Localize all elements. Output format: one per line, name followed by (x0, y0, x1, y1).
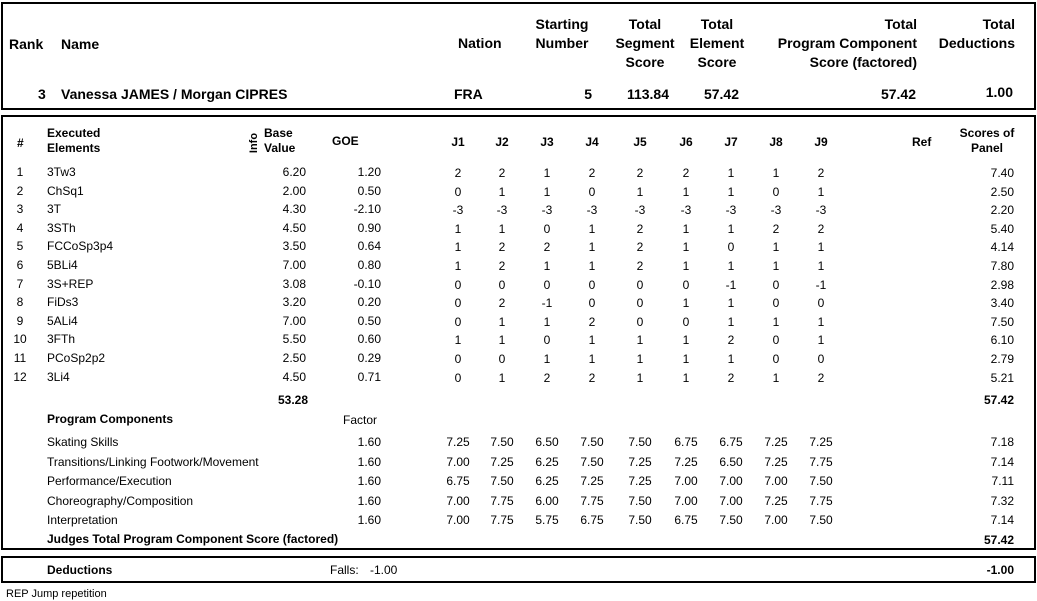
element-judge-6: 1 (682, 333, 690, 348)
element-judge-8: 1 (772, 370, 780, 385)
element-judge-6: 1 (682, 370, 690, 385)
element-judge-1: 0 (454, 296, 462, 311)
element-goe: 0.29 (357, 351, 381, 365)
judge-header-8: J8 (769, 135, 783, 149)
element-judge-4: 2 (588, 314, 596, 329)
element-judge-6: -3 (680, 203, 692, 218)
col-base-value: Base Value (264, 126, 296, 155)
component-judge-5: 7.25 (628, 454, 652, 469)
component-judge-7: 6.75 (719, 435, 743, 449)
element-number: 10 (13, 332, 27, 347)
component-judge-5: 7.50 (628, 435, 652, 449)
element-judge-1: -3 (452, 203, 464, 218)
element-judge-3: 1 (543, 352, 551, 366)
element-judge-2: 2 (498, 259, 506, 273)
program-components-title: Program Components (47, 412, 174, 426)
element-judge-7: 1 (727, 221, 735, 236)
element-judge-7: 2 (727, 370, 735, 385)
element-judge-9: -3 (815, 203, 827, 218)
component-factor: 1.60 (357, 474, 381, 489)
element-judge-4: 1 (588, 240, 596, 255)
element-judge-2: -3 (496, 203, 508, 218)
element-judge-1: 0 (454, 277, 462, 292)
element-base-value: 2.50 (282, 351, 306, 365)
element-code: 5BLi4 (47, 258, 78, 272)
element-judge-1: 2 (454, 166, 462, 180)
col-executed-elements: Executed Elements (47, 126, 101, 155)
element-judge-9: 1 (817, 259, 825, 273)
judge-header-1: J1 (451, 135, 465, 149)
starting-number-label: Starting Number (535, 16, 589, 51)
element-judge-2: 1 (498, 370, 506, 385)
factor-label: Factor (343, 413, 378, 427)
element-panel-score: 2.20 (990, 203, 1014, 218)
component-judge-6: 7.00 (674, 474, 698, 489)
component-factor: 1.60 (357, 454, 381, 469)
component-judge-2: 7.75 (490, 493, 514, 508)
col-info: Info (248, 132, 260, 154)
element-base-value: 7.00 (282, 313, 306, 328)
component-factor: 1.60 (357, 435, 381, 449)
skater-nation: FRA (454, 86, 483, 102)
element-judge-5: 0 (636, 277, 644, 292)
element-judge-6: 2 (682, 166, 690, 180)
nation-label: Nation (458, 35, 502, 51)
element-panel-score: 2.98 (990, 277, 1014, 292)
component-judge-3: 6.25 (535, 474, 559, 489)
element-judge-6: 1 (682, 184, 690, 199)
judge-header-9: J9 (814, 135, 828, 149)
element-code: ChSq1 (47, 183, 84, 198)
deductions-label: Deductions (47, 563, 113, 577)
element-number: 2 (16, 183, 24, 198)
element-goe: 0.80 (357, 258, 381, 272)
component-judge-9: 7.25 (809, 435, 833, 449)
element-judge-4: 0 (588, 184, 596, 199)
element-judge-4: 2 (588, 370, 596, 385)
element-judge-2: 2 (498, 296, 506, 311)
component-judge-9: 7.50 (809, 513, 833, 528)
component-panel-score: 7.18 (990, 435, 1014, 449)
judge-header-5: J5 (633, 135, 647, 149)
component-judge-9: 7.50 (809, 474, 833, 489)
element-judge-5: 2 (636, 166, 644, 180)
element-judge-8: 1 (772, 314, 780, 329)
element-judge-7: 1 (727, 352, 735, 366)
element-base-value: 7.00 (282, 258, 306, 272)
judge-header-2: J2 (495, 135, 509, 149)
element-code: 3Li4 (47, 369, 70, 384)
element-judge-9: 1 (817, 240, 825, 255)
element-base-value: 6.20 (282, 165, 306, 179)
element-judge-3: 1 (543, 314, 551, 329)
tes-label: Total Element Score (689, 16, 745, 70)
element-number: 6 (16, 258, 24, 272)
element-judge-6: 1 (682, 296, 690, 311)
element-judge-4: 1 (588, 333, 596, 348)
element-judge-3: 1 (543, 184, 551, 199)
element-base-value: 3.50 (282, 239, 306, 254)
component-judge-8: 7.00 (764, 474, 788, 489)
pcs-label: Total Program Component Score (factored) (777, 16, 917, 70)
component-judge-8: 7.25 (764, 493, 788, 508)
element-base-value: 4.30 (282, 202, 306, 217)
element-judge-2: 2 (498, 240, 506, 255)
element-judge-6: 1 (682, 221, 690, 236)
element-judge-5: 1 (636, 370, 644, 385)
rank-label: Rank (9, 36, 44, 52)
component-judge-2: 7.50 (490, 435, 514, 449)
element-judge-5: 1 (636, 352, 644, 366)
col-goe: GOE (332, 134, 359, 148)
element-code: 3T (47, 202, 62, 217)
element-panel-score: 3.40 (990, 296, 1014, 311)
element-base-value: 3.20 (282, 295, 306, 310)
element-judge-9: 0 (817, 296, 825, 311)
element-panel-score: 5.40 (990, 221, 1014, 236)
component-factor: 1.60 (357, 493, 381, 508)
element-panel-score: 5.21 (990, 370, 1014, 385)
element-judge-2: 0 (498, 352, 506, 366)
element-judge-6: 1 (682, 259, 690, 273)
element-judge-4: 1 (588, 259, 596, 273)
element-judge-7: 1 (727, 184, 735, 199)
element-code: 3STh (47, 220, 76, 235)
element-judge-4: 2 (588, 166, 596, 180)
component-panel-score: 7.14 (990, 454, 1014, 469)
component-judge-4: 7.25 (580, 474, 604, 489)
element-goe: 0.50 (357, 183, 381, 198)
component-name: Transitions/Linking Footwork/Movement (47, 454, 259, 469)
element-judge-6: 1 (682, 240, 690, 255)
element-judge-5: 0 (636, 296, 644, 311)
element-judge-3: 0 (543, 221, 551, 236)
falls-value: -1.00 (370, 563, 398, 577)
element-judge-7: 1 (727, 314, 735, 329)
element-judge-9: 1 (817, 333, 825, 348)
element-base-value: 4.50 (282, 220, 306, 235)
element-judge-8: 0 (772, 184, 780, 199)
judge-header-7: J7 (724, 135, 738, 149)
component-judge-9: 7.75 (809, 493, 833, 508)
element-judge-9: 2 (817, 370, 825, 385)
element-judge-6: 0 (682, 314, 690, 329)
element-judge-9: 2 (817, 166, 825, 180)
element-judge-2: 0 (498, 277, 506, 292)
component-judge-3: 5.75 (535, 513, 559, 528)
component-judge-3: 6.50 (535, 435, 559, 449)
component-judge-5: 7.50 (628, 513, 652, 528)
component-judge-2: 7.50 (490, 474, 514, 489)
component-factor: 1.60 (357, 513, 381, 528)
element-judge-8: 1 (772, 259, 780, 273)
component-name: Interpretation (47, 513, 118, 528)
element-goe: 0.90 (357, 220, 381, 235)
element-code: 3S+REP (47, 276, 94, 291)
base-value-total: 53.28 (277, 393, 308, 407)
element-judge-9: -1 (815, 277, 827, 292)
element-judge-8: 0 (772, 296, 780, 311)
component-judge-7: 6.50 (719, 454, 743, 469)
element-number: 7 (16, 276, 24, 291)
element-judge-1: 1 (454, 221, 462, 236)
element-judge-3: -3 (541, 203, 553, 218)
element-base-value: 4.50 (282, 369, 306, 384)
component-judge-6: 7.00 (674, 493, 698, 508)
element-judge-2: 2 (498, 166, 506, 180)
component-judge-6: 6.75 (674, 513, 698, 528)
element-judge-7: 1 (727, 259, 735, 273)
element-judge-9: 1 (817, 314, 825, 329)
element-judge-5: 2 (636, 259, 644, 273)
component-judge-7: 7.00 (719, 474, 743, 489)
component-judge-9: 7.75 (809, 454, 833, 469)
element-number: 5 (16, 239, 24, 254)
element-code: PCoSp2p2 (47, 351, 106, 365)
component-judge-1: 6.75 (446, 474, 470, 489)
component-name: Choreography/Composition (47, 493, 194, 508)
col-ref: Ref (912, 135, 932, 149)
tss-label: Total Segment Score (615, 16, 675, 70)
element-judge-7: 1 (727, 166, 735, 180)
element-judge-1: 0 (454, 370, 462, 385)
element-judge-4: 1 (588, 352, 596, 366)
element-judge-5: -3 (634, 203, 646, 218)
element-judge-8: 0 (772, 352, 780, 366)
element-judge-7: 1 (727, 296, 735, 311)
element-panel-score: 7.80 (990, 259, 1014, 273)
element-judge-7: -3 (725, 203, 737, 218)
skater-tss: 113.84 (626, 86, 669, 102)
deductions-box (1, 556, 1036, 583)
falls-label: Falls: (330, 563, 359, 577)
element-judge-8: 2 (772, 221, 780, 236)
element-judge-6: 0 (682, 277, 690, 292)
component-judge-3: 6.25 (535, 454, 559, 469)
element-base-value: 2.00 (282, 183, 306, 198)
element-judge-1: 1 (454, 333, 462, 348)
element-judge-8: 0 (772, 277, 780, 292)
component-judge-8: 7.00 (764, 513, 788, 528)
skater-rank: 3 (38, 86, 46, 102)
component-judge-7: 7.50 (719, 513, 743, 528)
element-judge-5: 2 (636, 240, 644, 255)
element-judge-4: 0 (588, 296, 596, 311)
element-judge-4: 0 (588, 277, 596, 292)
element-goe: 0.50 (357, 313, 381, 328)
element-goe: 0.64 (357, 239, 381, 254)
element-panel-score: 2.79 (990, 352, 1014, 366)
elements-score-total: 57.42 (983, 393, 1014, 407)
skater-name: Vanessa JAMES / Morgan CIPRES (61, 86, 288, 102)
element-judge-8: 1 (772, 240, 780, 255)
element-judge-6: 1 (682, 352, 690, 366)
component-judge-7: 7.00 (719, 493, 743, 508)
judges-total-label: Judges Total Program Component Score (factored) (47, 532, 339, 546)
element-code: 3Tw3 (47, 165, 76, 179)
element-judge-9: 2 (817, 221, 825, 236)
component-judge-6: 6.75 (674, 435, 698, 449)
element-judge-8: 1 (772, 166, 780, 180)
component-panel-score: 7.32 (990, 493, 1014, 508)
element-judge-7: -1 (725, 277, 737, 292)
element-goe: -0.10 (353, 276, 381, 291)
element-goe: 1.20 (357, 165, 381, 179)
component-panel-score: 7.11 (991, 474, 1014, 489)
element-panel-score: 2.50 (990, 184, 1014, 199)
component-name: Performance/Execution (47, 474, 172, 489)
element-base-value: 3.08 (282, 276, 306, 291)
element-judge-1: 0 (454, 184, 462, 199)
deductions-label: Total Deductions (938, 16, 1015, 51)
element-judge-2: 1 (498, 333, 506, 348)
component-judge-5: 7.25 (628, 474, 652, 489)
element-code: FiDs3 (47, 295, 79, 310)
element-panel-score: 7.50 (990, 314, 1014, 329)
judge-header-4: J4 (585, 135, 599, 149)
component-judge-4: 7.50 (580, 435, 604, 449)
element-goe: 0.20 (357, 295, 381, 310)
element-number: 3 (16, 202, 24, 217)
element-judge-1: 1 (454, 240, 462, 255)
element-judge-3: 2 (543, 240, 551, 255)
element-goe: -2.10 (353, 202, 381, 217)
element-judge-5: 2 (636, 221, 644, 236)
component-judge-1: 7.00 (446, 493, 470, 508)
component-judge-1: 7.00 (446, 513, 470, 528)
element-panel-score: 7.40 (990, 166, 1014, 180)
skater-pcs: 57.42 (880, 86, 916, 102)
element-judge-3: 0 (543, 277, 551, 292)
component-judge-1: 7.00 (446, 454, 470, 469)
element-goe: 0.71 (357, 369, 381, 384)
component-judge-4: 7.50 (580, 454, 604, 469)
component-judge-2: 7.75 (490, 513, 514, 528)
element-judge-7: 2 (727, 333, 735, 348)
element-judge-1: 0 (454, 314, 462, 329)
element-number: 1 (16, 165, 24, 179)
element-goe: 0.60 (357, 332, 381, 347)
component-judge-6: 7.25 (674, 454, 698, 469)
judge-header-3: J3 (540, 135, 554, 149)
judges-total-value: 57.42 (983, 533, 1014, 547)
element-code: FCCoSp3p4 (47, 239, 114, 254)
element-judge-8: 0 (772, 333, 780, 348)
element-judge-9: 0 (817, 352, 825, 366)
name-label: Name (61, 36, 100, 52)
component-panel-score: 7.14 (990, 513, 1014, 528)
element-judge-2: 1 (498, 314, 506, 329)
component-judge-4: 6.75 (580, 513, 604, 528)
element-judge-4: 1 (588, 221, 596, 236)
element-judge-4: -3 (586, 203, 598, 218)
element-judge-5: 1 (636, 184, 644, 199)
component-judge-8: 7.25 (764, 454, 788, 469)
deductions-total: -1.00 (986, 563, 1014, 577)
component-judge-3: 6.00 (535, 493, 559, 508)
col-num: # (17, 136, 24, 150)
element-number: 12 (13, 369, 27, 384)
element-number: 11 (13, 351, 27, 365)
element-judge-5: 0 (636, 314, 644, 329)
element-number: 9 (16, 313, 24, 328)
component-judge-5: 7.50 (628, 493, 652, 508)
judge-header-6: J6 (679, 135, 693, 149)
element-judge-2: 1 (498, 221, 506, 236)
skater-starting-number: 5 (584, 86, 592, 102)
element-code: 5ALi4 (47, 313, 78, 328)
element-judge-5: 1 (636, 333, 644, 348)
element-judge-7: 0 (727, 240, 735, 255)
element-judge-3: 1 (543, 259, 551, 273)
element-number: 8 (16, 295, 24, 310)
component-judge-1: 7.25 (446, 435, 470, 449)
element-judge-3: -1 (541, 296, 553, 311)
skater-tes: 57.42 (703, 86, 739, 102)
component-judge-4: 7.75 (580, 493, 604, 508)
skater-deductions: 1.00 (985, 84, 1013, 100)
element-judge-1: 0 (454, 352, 462, 366)
element-base-value: 5.50 (282, 332, 306, 347)
element-code: 3FTh (47, 332, 76, 347)
element-judge-3: 0 (543, 333, 551, 348)
element-judge-3: 1 (543, 166, 551, 180)
footnote: REP Jump repetition (6, 588, 107, 600)
element-judge-1: 1 (454, 259, 462, 273)
element-judge-3: 2 (543, 370, 551, 385)
element-panel-score: 6.10 (990, 333, 1014, 348)
element-number: 4 (16, 220, 24, 235)
element-judge-8: -3 (770, 203, 782, 218)
component-judge-2: 7.25 (490, 454, 514, 469)
element-panel-score: 4.14 (990, 240, 1014, 255)
component-judge-8: 7.25 (764, 435, 788, 449)
element-judge-9: 1 (817, 184, 825, 199)
col-scores-of-panel: Scores of Panel (959, 126, 1015, 155)
component-name: Skating Skills (47, 435, 119, 449)
element-judge-2: 1 (498, 184, 506, 199)
